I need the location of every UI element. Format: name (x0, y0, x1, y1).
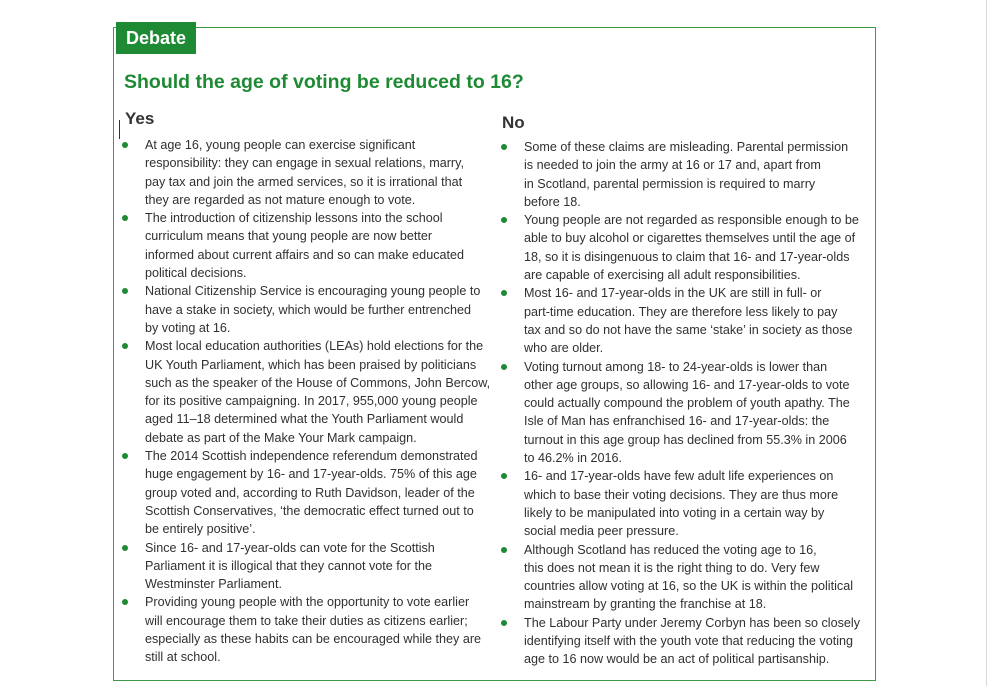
bullet-icon (122, 215, 128, 221)
point-text: The introduction of citizenship lessons into the school curriculum means that young people are now better informed about current affairs and so can make educated political decisions. (145, 211, 465, 281)
list-item (500, 541, 872, 614)
list-item (500, 211, 872, 284)
debate-title: Should the age of voting be reduced to 16? (124, 71, 524, 93)
list-item (500, 284, 872, 357)
debate-tag: Debate (116, 22, 196, 54)
point-text: Some of these claims are misleading. Parental permission is needed to join the army at 16 or 17 and, apart from in Scotland, parental permission is required to marry before 18. (524, 140, 849, 209)
list-item (500, 138, 872, 211)
yes-heading: Yes (125, 109, 155, 128)
text-cursor (119, 120, 120, 139)
bullet-icon (501, 620, 507, 626)
bullet-icon (501, 290, 507, 296)
list-item (121, 282, 499, 337)
list-item (121, 539, 499, 594)
no-heading: No (502, 113, 525, 132)
list-item (500, 467, 872, 540)
bullet-icon (122, 343, 128, 349)
point-text: Most local education authorities (LEAs) hold elections for the UK Youth Parliament, which has been praised by politicians such as the speaker of the House of Commons, John Bercow, for its positive campaigning. In 2017, 955,000 young people aged 11–18 determined what the Youth Parliament would debate as part of the Make Your Mark campaign. (145, 339, 491, 445)
point-text: Voting turnout among 18- to 24-year-olds is lower than other age groups, so allowing 16- and 17-year-olds to vote could actually compound the problem of youth apathy. The Isle of Man has enfranchised 16- and 17-year-olds: the turnout in this age group has declined from 55.3% in 2006 to 46.2% in 2016. (524, 359, 850, 466)
list-item (500, 358, 872, 468)
bullet-icon (501, 364, 507, 370)
yes-list (121, 136, 499, 667)
list-item (121, 593, 499, 666)
page-edge-divider (986, 0, 987, 686)
list-item (121, 447, 499, 538)
point-text: Since 16- and 17-year-olds can vote for the Scottish Parliament it is illogical that they cannot vote for the Westminster Parliament. (145, 540, 435, 592)
bullet-icon (501, 547, 507, 553)
bullet-icon (501, 144, 507, 150)
list-item (121, 209, 499, 282)
point-text: Young people are not regarded as responsible enough to be able to buy alcohol or cigarettes themselves until the age of 18, so it is disingenuous to claim that 16- and 17-year-olds are capable of exercising all adult responsibilities. (524, 213, 859, 283)
list-item (121, 337, 499, 447)
bullet-icon (122, 453, 128, 459)
bullet-icon (122, 545, 128, 551)
point-text: Most 16- and 17-year-olds in the UK are still in full- or part-time education. They are therefore less likely to pay tax and so do not have the same ‘stake’ in society as those who are older. (524, 286, 853, 356)
point-text: 16- and 17-year-olds have few adult life experiences on which to base their voting decisions. They are thus more likely to be manipulated into voting in a certain way by social media peer pressure. (524, 469, 839, 539)
bullet-icon (122, 599, 128, 605)
bullet-icon (501, 473, 507, 479)
bullet-icon (122, 288, 128, 294)
list-item (121, 136, 499, 209)
point-text: The Labour Party under Jeremy Corbyn has been so closely identifying itself with the youth vote that reducing the voting age to 16 now would be an act of political partisanship. (524, 615, 861, 667)
point-text: Providing young people with the opportunity to vote earlier will encourage them to take their duties as citizens earlier; especially as these habits can be encouraged while they are still at school. (145, 595, 482, 665)
bullet-icon (122, 142, 128, 148)
bullet-icon (501, 217, 507, 223)
point-text: The 2014 Scottish independence referendum demonstrated huge engagement by 16- and 17-year-olds. 75% of this age group voted and, according to Ruth Davidson, leader of the Scottish Conservatives, ‘the democratic effect turned out to be entirely positive’. (145, 449, 478, 537)
no-list (500, 138, 872, 669)
list-item (500, 614, 872, 669)
point-text: National Citizenship Service is encouraging young people to have a stake in society, which would be further entrenched by voting at 16. (145, 284, 481, 335)
point-text: Although Scotland has reduced the voting age to 16, this does not mean it is the right thing to do. Very few countries allow voting at 16, so the UK is within the political mainstream by granting the franchise at 18. (524, 542, 854, 612)
point-text: At age 16, young people can exercise significant responsibility: they can engage in sexual relations, marry, pay tax and join the armed services, so it is irrational that they are regarded as not mature enough to vote. (145, 138, 464, 207)
